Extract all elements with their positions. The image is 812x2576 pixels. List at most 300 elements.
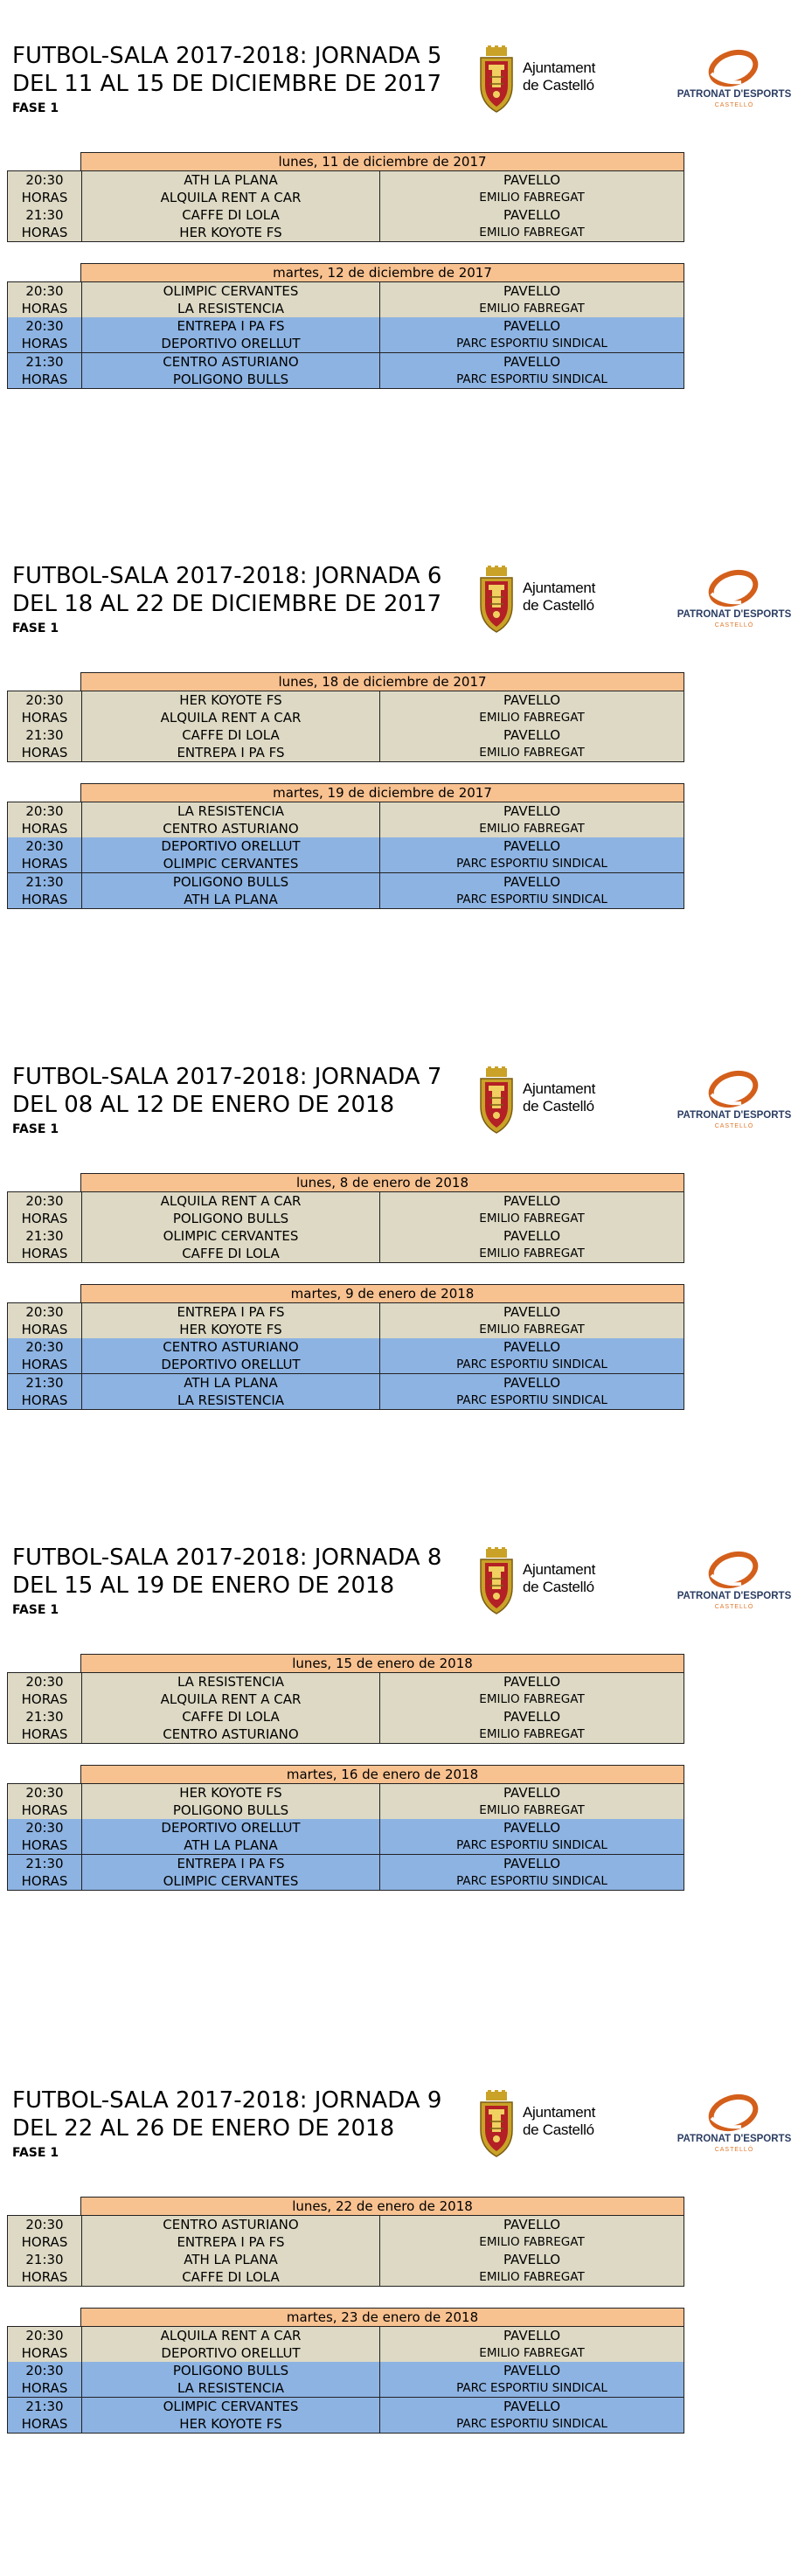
match-time: 20:30 xyxy=(25,1193,64,1209)
match-teams-cell xyxy=(82,2362,380,2397)
match-venue-cell xyxy=(380,2398,684,2433)
home-team: OLIMPIC CERVANTES xyxy=(163,1228,299,1244)
venue-name: EMILIO FABREGAT xyxy=(479,746,585,760)
match-venue-cell xyxy=(380,802,684,837)
home-team: CENTRO ASTURIANO xyxy=(163,354,299,370)
match-time: 20:30 xyxy=(25,1339,64,1355)
fase-label: FASE 1 xyxy=(12,1603,59,1617)
match-time: 21:30 xyxy=(25,727,64,743)
match-row xyxy=(7,1227,684,1263)
match-teams-cell xyxy=(82,282,380,317)
match-time-cell xyxy=(8,873,82,908)
jornada-title-line2: DEL 08 AL 12 DE ENERO DE 2018 xyxy=(12,1092,395,1118)
match-time-cell xyxy=(8,1374,82,1409)
match-venue-cell xyxy=(380,282,684,317)
match-time-cell xyxy=(8,1192,82,1227)
ajuntament-logo xyxy=(477,42,626,115)
match-time-unit: HORAS xyxy=(21,2380,68,2396)
match-row xyxy=(7,317,684,353)
venue-type: PAVELLO xyxy=(503,803,561,819)
home-team: ENTREPA I PA FS xyxy=(177,1304,285,1320)
away-team: CAFFE DI LOLA xyxy=(182,1246,280,1261)
match-time-cell xyxy=(8,282,82,317)
match-time-unit: HORAS xyxy=(21,1246,68,1261)
match-teams-cell xyxy=(82,2327,380,2362)
match-time-unit: HORAS xyxy=(21,1691,68,1707)
match-time-cell xyxy=(8,317,82,352)
jornada-title-line1: FUTBOL-SALA 2017-2018: JORNADA 6 xyxy=(12,563,442,589)
ajuntament-logo xyxy=(477,1544,626,1617)
match-venue-cell xyxy=(380,2216,684,2251)
match-venue-cell xyxy=(380,837,684,872)
match-time-cell xyxy=(8,2251,82,2286)
match-time-unit: HORAS xyxy=(21,1802,68,1818)
match-time: 20:30 xyxy=(25,692,64,708)
day-header: lunes, 15 de enero de 2018 xyxy=(80,1654,684,1673)
home-team: ENTREPA I PA FS xyxy=(177,1856,285,1871)
match-teams-cell xyxy=(82,1784,380,1819)
venue-type: PAVELLO xyxy=(503,2217,561,2232)
jornada-title-line1: FUTBOL-SALA 2017-2018: JORNADA 7 xyxy=(12,1064,442,1090)
home-team: HER KOYOTE FS xyxy=(179,1785,282,1801)
away-team: ATH LA PLANA xyxy=(184,1837,278,1853)
match-teams-cell xyxy=(82,1819,380,1854)
match-row xyxy=(7,837,684,873)
patronat-subtitle: CASTELLÓ xyxy=(714,2147,754,2153)
patronat-name: PATRONAT D'ESPORTS xyxy=(677,609,792,620)
match-row xyxy=(7,691,684,727)
match-time: 20:30 xyxy=(25,838,64,854)
venue-type: PAVELLO xyxy=(503,727,561,743)
match-row xyxy=(7,726,684,762)
match-venue-cell xyxy=(380,1303,684,1338)
match-teams-cell xyxy=(82,1227,380,1262)
match-teams-cell xyxy=(82,2251,380,2286)
ajuntament-logo xyxy=(477,562,626,635)
venue-name: EMILIO FABREGAT xyxy=(479,226,585,240)
home-team: DEPORTIVO ORELLUT xyxy=(161,838,301,854)
match-venue-cell xyxy=(380,726,684,761)
match-row xyxy=(7,281,684,318)
venue-name: EMILIO FABREGAT xyxy=(479,2270,585,2284)
orange-ring-icon xyxy=(706,1070,760,1108)
match-time-unit: HORAS xyxy=(21,336,68,351)
venue-type: PAVELLO xyxy=(503,1856,561,1871)
away-team: POLIGONO BULLS xyxy=(172,1802,289,1818)
home-team: CAFFE DI LOLA xyxy=(182,1709,280,1725)
patronat-name: PATRONAT D'ESPORTS xyxy=(677,89,792,100)
away-team: LA RESISTENCIA xyxy=(177,1392,285,1408)
match-row xyxy=(7,1708,684,1744)
day-header: lunes, 18 de diciembre de 2017 xyxy=(80,672,684,691)
fase-label: FASE 1 xyxy=(12,1122,59,1136)
match-teams-cell xyxy=(82,837,380,872)
venue-name: EMILIO FABREGAT xyxy=(479,1323,585,1337)
away-team: OLIMPIC CERVANTES xyxy=(163,1873,299,1889)
match-time-cell xyxy=(8,353,82,388)
match-venue-cell xyxy=(380,2251,684,2286)
match-time-unit: HORAS xyxy=(21,2234,68,2250)
away-team: HER KOYOTE FS xyxy=(179,225,282,240)
away-team: ENTREPA I PA FS xyxy=(177,745,285,760)
away-team: LA RESISTENCIA xyxy=(177,2380,285,2396)
match-time-unit: HORAS xyxy=(21,1211,68,1226)
match-time-cell xyxy=(8,2362,82,2397)
venue-name: PARC ESPORTIU SINDICAL xyxy=(456,1357,607,1371)
match-time-cell xyxy=(8,171,82,206)
day-header: lunes, 11 de diciembre de 2017 xyxy=(80,152,684,171)
castello-shield-icon xyxy=(477,2090,516,2158)
jornada-title-line2: DEL 22 AL 26 DE ENERO DE 2018 xyxy=(12,2115,395,2142)
venue-name: EMILIO FABREGAT xyxy=(479,2346,585,2360)
away-team: POLIGONO BULLS xyxy=(172,371,289,387)
ajuntament-logo xyxy=(477,1063,626,1136)
venue-type: PAVELLO xyxy=(503,1785,561,1801)
venue-type: PAVELLO xyxy=(503,2399,561,2414)
venue-name: EMILIO FABREGAT xyxy=(479,822,585,836)
match-time-unit: HORAS xyxy=(21,745,68,760)
patronat-logo xyxy=(664,564,804,634)
venue-name: EMILIO FABREGAT xyxy=(479,1246,585,1260)
ajuntament-wordmark: Ajuntament de Castelló xyxy=(523,59,595,94)
match-time: 20:30 xyxy=(25,1674,64,1690)
match-time: 21:30 xyxy=(25,2399,64,2414)
match-time-unit: HORAS xyxy=(21,892,68,907)
match-time-unit: HORAS xyxy=(21,2269,68,2285)
match-row xyxy=(7,2215,684,2252)
day-header: martes, 16 de enero de 2018 xyxy=(80,1765,684,1784)
match-time: 20:30 xyxy=(25,2328,64,2343)
match-time-unit: HORAS xyxy=(21,225,68,240)
match-time-cell xyxy=(8,726,82,761)
jornada-section xyxy=(0,1544,812,2033)
patronat-subtitle: CASTELLÓ xyxy=(714,622,754,628)
ajuntament-wordmark: Ajuntament de Castelló xyxy=(523,1080,595,1114)
home-team: OLIMPIC CERVANTES xyxy=(163,2399,299,2414)
match-time-cell xyxy=(8,2216,82,2251)
away-team: HER KOYOTE FS xyxy=(179,1322,282,1337)
castello-shield-icon xyxy=(477,1547,516,1615)
match-venue-cell xyxy=(380,317,684,352)
patronat-subtitle: CASTELLÓ xyxy=(714,102,754,108)
match-time: 21:30 xyxy=(25,874,64,890)
away-team: CENTRO ASTURIANO xyxy=(163,821,299,837)
venue-type: PAVELLO xyxy=(503,2328,561,2343)
home-team: ENTREPA I PA FS xyxy=(177,318,285,334)
match-venue-cell xyxy=(380,171,684,206)
venue-name: PARC ESPORTIU SINDICAL xyxy=(456,1393,607,1407)
match-time-cell xyxy=(8,2398,82,2433)
match-venue-cell xyxy=(380,1192,684,1227)
match-time: 20:30 xyxy=(25,803,64,819)
match-teams-cell xyxy=(82,873,380,908)
jornada-title xyxy=(12,42,441,98)
fase-label: FASE 1 xyxy=(12,101,59,115)
match-time-cell xyxy=(8,1338,82,1373)
match-time: 20:30 xyxy=(25,1304,64,1320)
match-teams-cell xyxy=(82,1303,380,1338)
match-venue-cell xyxy=(380,1338,684,1373)
match-time-cell xyxy=(8,802,82,837)
match-venue-cell xyxy=(380,2327,684,2362)
day-header: lunes, 8 de enero de 2018 xyxy=(80,1173,684,1192)
venue-type: PAVELLO xyxy=(503,172,561,188)
match-row xyxy=(7,802,684,838)
venue-type: PAVELLO xyxy=(503,692,561,708)
match-row xyxy=(7,2251,684,2287)
match-venue-cell xyxy=(380,1784,684,1819)
match-row xyxy=(7,2326,684,2363)
venue-type: PAVELLO xyxy=(503,283,561,299)
venue-type: PAVELLO xyxy=(503,1339,561,1355)
venue-name: EMILIO FABREGAT xyxy=(479,1212,585,1226)
away-team: CAFFE DI LOLA xyxy=(182,2269,280,2285)
away-team: ATH LA PLANA xyxy=(184,892,278,907)
venue-type: PAVELLO xyxy=(503,1709,561,1725)
home-team: DEPORTIVO ORELLUT xyxy=(161,1820,301,1836)
patronat-name: PATRONAT D'ESPORTS xyxy=(677,1591,792,1601)
patronat-logo xyxy=(664,1065,804,1135)
venue-name: PARC ESPORTIU SINDICAL xyxy=(456,2417,607,2431)
venue-name: EMILIO FABREGAT xyxy=(479,711,585,725)
home-team: CAFFE DI LOLA xyxy=(182,727,280,743)
patronat-logo xyxy=(664,1545,804,1615)
match-time: 21:30 xyxy=(25,207,64,223)
ajuntament-wordmark: Ajuntament de Castelló xyxy=(523,2104,595,2138)
match-venue-cell xyxy=(380,873,684,908)
match-time: 20:30 xyxy=(25,283,64,299)
away-team: HER KOYOTE FS xyxy=(179,2416,282,2432)
fase-label: FASE 1 xyxy=(12,621,59,635)
match-teams-cell xyxy=(82,1338,380,1373)
orange-ring-icon xyxy=(706,569,760,608)
venue-name: PARC ESPORTIU SINDICAL xyxy=(456,337,607,351)
orange-ring-icon xyxy=(706,49,760,87)
match-time-unit: HORAS xyxy=(21,1726,68,1742)
match-venue-cell xyxy=(380,1673,684,1708)
venue-type: PAVELLO xyxy=(503,354,561,370)
match-row xyxy=(7,1302,684,1339)
jornada-title-line1: FUTBOL-SALA 2017-2018: JORNADA 9 xyxy=(12,2087,442,2114)
match-row xyxy=(7,1338,684,1374)
day-header: martes, 9 de enero de 2018 xyxy=(80,1284,684,1303)
patronat-logo xyxy=(664,44,804,114)
day-header: martes, 12 de diciembre de 2017 xyxy=(80,263,684,282)
match-time-unit: HORAS xyxy=(21,301,68,316)
jornada-title xyxy=(12,1063,441,1119)
jornada-title-line1: FUTBOL-SALA 2017-2018: JORNADA 8 xyxy=(12,1545,442,1571)
venue-name: EMILIO FABREGAT xyxy=(479,302,585,316)
venue-type: PAVELLO xyxy=(503,1193,561,1209)
venue-name: EMILIO FABREGAT xyxy=(479,1692,585,1706)
match-teams-cell xyxy=(82,1855,380,1890)
match-row xyxy=(7,206,684,242)
day-header: martes, 19 de diciembre de 2017 xyxy=(80,783,684,802)
home-team: ATH LA PLANA xyxy=(184,172,278,188)
match-venue-cell xyxy=(380,2362,684,2397)
match-time-unit: HORAS xyxy=(21,1392,68,1408)
venue-name: EMILIO FABREGAT xyxy=(479,1803,585,1817)
match-time-cell xyxy=(8,1819,82,1854)
venue-type: PAVELLO xyxy=(503,838,561,854)
jornada-title xyxy=(12,562,441,618)
day-header: martes, 23 de enero de 2018 xyxy=(80,2308,684,2327)
jornada-title-line2: DEL 18 AL 22 DE DICIEMBRE DE 2017 xyxy=(12,591,441,617)
home-team: ATH LA PLANA xyxy=(184,2252,278,2267)
away-team: ALQUILA RENT A CAR xyxy=(160,190,302,205)
away-team: POLIGONO BULLS xyxy=(172,1211,289,1226)
fase-label: FASE 1 xyxy=(12,2146,59,2160)
match-time: 21:30 xyxy=(25,2252,64,2267)
home-team: POLIGONO BULLS xyxy=(172,2363,289,2378)
venue-name: PARC ESPORTIU SINDICAL xyxy=(456,1874,607,1888)
match-time-unit: HORAS xyxy=(21,2345,68,2361)
match-time-unit: HORAS xyxy=(21,1837,68,1853)
day-header: lunes, 22 de enero de 2018 xyxy=(80,2197,684,2216)
match-venue-cell xyxy=(380,206,684,241)
venue-type: PAVELLO xyxy=(503,2363,561,2378)
venue-type: PAVELLO xyxy=(503,1375,561,1391)
venue-name: EMILIO FABREGAT xyxy=(479,1727,585,1741)
orange-ring-icon xyxy=(706,1551,760,1589)
match-time-cell xyxy=(8,691,82,726)
patronat-name: PATRONAT D'ESPORTS xyxy=(677,1110,792,1121)
away-team: DEPORTIVO ORELLUT xyxy=(161,2345,301,2361)
venue-name: EMILIO FABREGAT xyxy=(479,191,585,205)
match-row xyxy=(7,1783,684,1820)
match-time: 20:30 xyxy=(25,172,64,188)
home-team: POLIGONO BULLS xyxy=(172,874,289,890)
match-time-cell xyxy=(8,1673,82,1708)
match-time-cell xyxy=(8,837,82,872)
match-teams-cell xyxy=(82,1673,380,1708)
match-teams-cell xyxy=(82,206,380,241)
patronat-subtitle: CASTELLÓ xyxy=(714,1604,754,1610)
match-teams-cell xyxy=(82,726,380,761)
match-time-unit: HORAS xyxy=(21,710,68,726)
match-row xyxy=(7,1374,684,1410)
match-time-cell xyxy=(8,206,82,241)
match-row xyxy=(7,873,684,909)
match-venue-cell xyxy=(380,1227,684,1262)
jornada-title xyxy=(12,1544,441,1600)
match-row xyxy=(7,2398,684,2434)
patronat-name: PATRONAT D'ESPORTS xyxy=(677,2134,792,2144)
jornada-title-line2: DEL 15 AL 19 DE ENERO DE 2018 xyxy=(12,1573,395,1599)
match-row xyxy=(7,1672,684,1709)
castello-shield-icon xyxy=(477,45,516,114)
orange-ring-icon xyxy=(706,2093,760,2132)
match-time-unit: HORAS xyxy=(21,856,68,871)
match-time: 21:30 xyxy=(25,1709,64,1725)
match-time: 21:30 xyxy=(25,1228,64,1244)
home-team: ATH LA PLANA xyxy=(184,1375,278,1391)
venue-name: PARC ESPORTIU SINDICAL xyxy=(456,1838,607,1852)
match-time-cell xyxy=(8,1303,82,1338)
jornada-section xyxy=(0,42,812,531)
ajuntament-logo xyxy=(477,2086,626,2160)
venue-type: PAVELLO xyxy=(503,1820,561,1836)
match-teams-cell xyxy=(82,171,380,206)
match-venue-cell xyxy=(380,1374,684,1409)
match-time-unit: HORAS xyxy=(21,2416,68,2432)
venue-name: PARC ESPORTIU SINDICAL xyxy=(456,372,607,386)
match-row xyxy=(7,1855,684,1891)
jornada-title xyxy=(12,2086,441,2142)
match-row xyxy=(7,1191,684,1228)
home-team: LA RESISTENCIA xyxy=(177,1674,285,1690)
match-time-cell xyxy=(8,1708,82,1743)
match-time: 20:30 xyxy=(25,2363,64,2378)
match-teams-cell xyxy=(82,802,380,837)
match-row xyxy=(7,170,684,207)
jornada-section xyxy=(0,562,812,1052)
castello-shield-icon xyxy=(477,566,516,634)
venue-type: PAVELLO xyxy=(503,2252,561,2267)
home-team: LA RESISTENCIA xyxy=(177,803,285,819)
away-team: ALQUILA RENT A CAR xyxy=(160,710,302,726)
match-row xyxy=(7,2362,684,2398)
match-time: 20:30 xyxy=(25,2217,64,2232)
away-team: DEPORTIVO ORELLUT xyxy=(161,1357,301,1372)
venue-type: PAVELLO xyxy=(503,1674,561,1690)
match-venue-cell xyxy=(380,353,684,388)
match-time: 21:30 xyxy=(25,1856,64,1871)
match-teams-cell xyxy=(82,691,380,726)
match-row xyxy=(7,1819,684,1855)
home-team: CENTRO ASTURIANO xyxy=(163,2217,299,2232)
jornada-title-line1: FUTBOL-SALA 2017-2018: JORNADA 5 xyxy=(12,43,442,69)
match-time: 21:30 xyxy=(25,354,64,370)
home-team: OLIMPIC CERVANTES xyxy=(163,283,299,299)
away-team: ENTREPA I PA FS xyxy=(177,2234,285,2250)
match-time-cell xyxy=(8,1855,82,1890)
venue-type: PAVELLO xyxy=(503,1228,561,1244)
patronat-subtitle: CASTELLÓ xyxy=(714,1123,754,1129)
venue-type: PAVELLO xyxy=(503,1304,561,1320)
match-venue-cell xyxy=(380,1819,684,1854)
away-team: LA RESISTENCIA xyxy=(177,301,285,316)
jornada-section xyxy=(0,2086,812,2576)
away-team: CENTRO ASTURIANO xyxy=(163,1726,299,1742)
match-time-unit: HORAS xyxy=(21,190,68,205)
match-venue-cell xyxy=(380,1855,684,1890)
match-teams-cell xyxy=(82,2398,380,2433)
venue-name: PARC ESPORTIU SINDICAL xyxy=(456,2381,607,2395)
match-row xyxy=(7,353,684,389)
match-time-unit: HORAS xyxy=(21,1322,68,1337)
away-team: ALQUILA RENT A CAR xyxy=(160,1691,302,1707)
venue-name: EMILIO FABREGAT xyxy=(479,2235,585,2249)
patronat-logo xyxy=(664,2088,804,2158)
home-team: CENTRO ASTURIANO xyxy=(163,1339,299,1355)
match-teams-cell xyxy=(82,1192,380,1227)
match-time: 21:30 xyxy=(25,1375,64,1391)
jornada-title-line2: DEL 11 AL 15 DE DICIEMBRE DE 2017 xyxy=(12,71,441,97)
match-time-unit: HORAS xyxy=(21,1357,68,1372)
match-time: 20:30 xyxy=(25,318,64,334)
match-time-cell xyxy=(8,1784,82,1819)
match-teams-cell xyxy=(82,317,380,352)
home-team: ALQUILA RENT A CAR xyxy=(160,2328,302,2343)
match-teams-cell xyxy=(82,1374,380,1409)
ajuntament-wordmark: Ajuntament de Castelló xyxy=(523,580,595,614)
match-time-cell xyxy=(8,1227,82,1262)
match-time: 20:30 xyxy=(25,1785,64,1801)
match-venue-cell xyxy=(380,691,684,726)
venue-type: PAVELLO xyxy=(503,318,561,334)
castello-shield-icon xyxy=(477,1066,516,1135)
